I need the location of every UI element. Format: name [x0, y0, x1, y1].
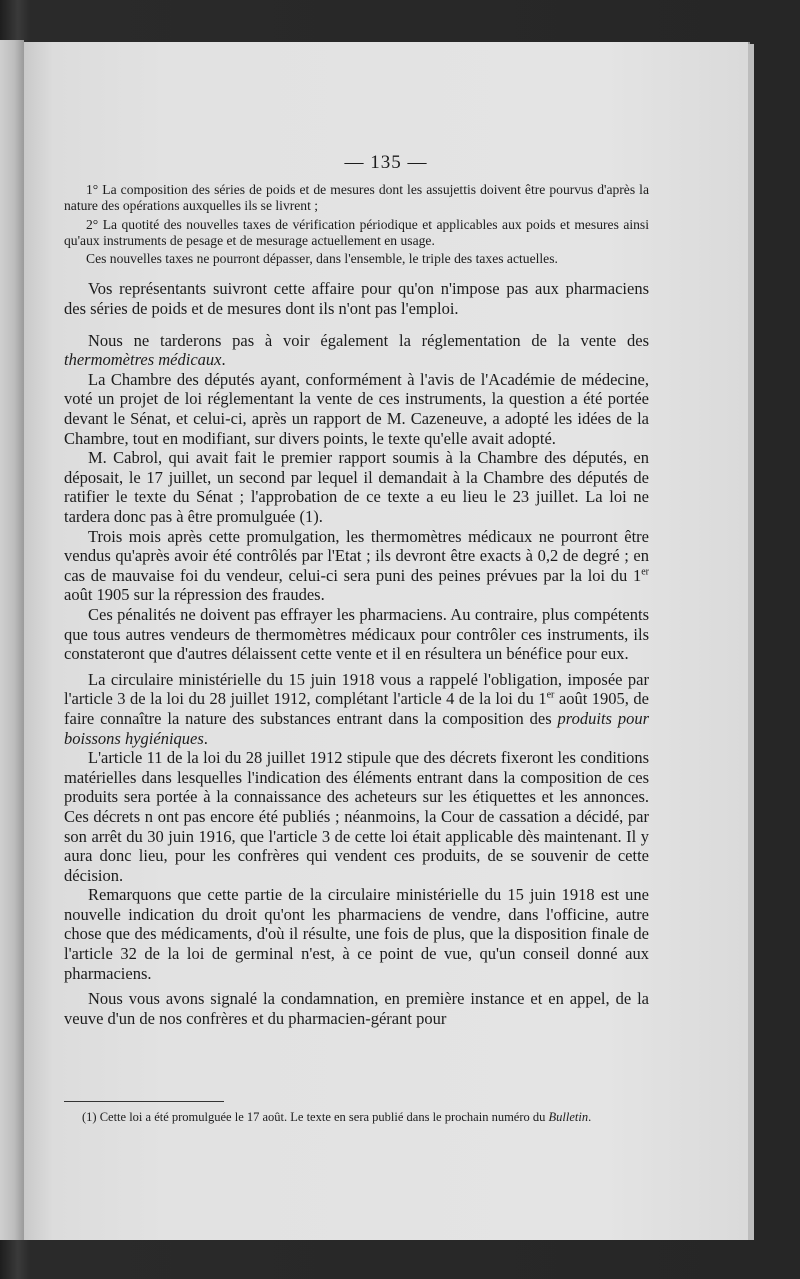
page-right-edge — [748, 44, 754, 1240]
paragraph-article-11: L'article 11 de la loi du 28 juillet 1912 stipule que des décrets fixeront les conditions matérielles dans lesquelles l'indication des éléments entrant dans la composition de ces produits sera portée à la connaissance des acheteurs sur les étiquettes et les annonces. Ces décrets n ont pas encore été publiés ; néanmoins, la Cour de cassation a décidé, par son arrêt du 30 juin 1916, que l'article 3 de cette loi était applicable dès maintenant. Il y aura donc lieu, pour les confrères qui vendent ces produits, de se souvenir de cette décision. — [64, 748, 649, 885]
footnote-text: (1) Cette loi a été promulguée le 17 août. Le texte en sera publié dans le prochain numéro du Bulletin. — [82, 1110, 592, 1124]
decree-list — [64, 182, 649, 267]
paragraph-representants: Vos représentants suivront cette affaire pour qu'on n'impose pas aux pharmaciens des séries de poids et de mesures dont ils n'ont pas l'emploi. — [64, 279, 649, 319]
paragraph-remarquons: Remarquons que cette partie de la circulaire ministérielle du 15 juin 1918 est une nouvelle indication du droit qu'ont les pharmaciens de vendre, dans l'officine, autre chose que des médicaments, d'où il résulte, une fois de plus, que la disposition finale de l'article 32 de la loi de germinal n'est, à ce point de vue, qu'un conseil donné aux pharmaciens. — [64, 885, 649, 983]
decree-item-3: Ces nouvelles taxes ne pourront dépasser, dans l'ensemble, le triple des taxes actuelles. — [86, 251, 558, 267]
paragraph-trois-mois: Trois mois après cette promulgation, les thermomètres médicaux ne pourront être vendus qu'après avoir été contrôlés par l'Etat ; ils devront être exacts à 0,2 de degré ; en cas de mauvaise foi du vendeur, celui-ci sera puni des peines prévues par la loi du 1er août 1905 sur la répression des fraudes. — [64, 526, 649, 605]
paragraph-condamnation: Nous vous avons signalé la condamnation, en première instance et en appel, de la veuve d'un de nos confrères et du pharmacien-gérant pour — [64, 989, 649, 1028]
book-page — [24, 42, 748, 1240]
footnote — [64, 1110, 649, 1125]
book-binding-edge — [0, 40, 24, 1240]
paragraph-circulaire: La circulaire ministérielle du 15 juin 1918 vous a rappelé l'obligation, imposée par l'article 3 de la loi du 28 juillet 1912, complétant l'article 4 de la loi du 1er août 1905, de faire connaître la nature des substances entrant dans la composition des produits pour boissons hygiéniques. — [64, 669, 649, 748]
paragraph-penalites: Ces pénalités ne doivent pas effrayer les pharmaciens. Au contraire, plus compétents que tous autres vendeurs de thermomètres médicaux pour contrôler ces instruments, ils constateront que d'autres délaissent cette vente et il en résultera un bénéfice pour eux. — [64, 604, 649, 664]
footnote-divider — [64, 1101, 224, 1102]
page-number: — 135 — — [344, 152, 428, 173]
page-body — [64, 182, 649, 1028]
main-text — [64, 279, 649, 1028]
decree-item-2: 2° La quotité des nouvelles taxes de vérification périodique et applicables aux poids et mesures ainsi qu'aux instruments de pesage et de mesurage actuellement en usage. — [64, 216, 649, 248]
paragraph-chambre: La Chambre des députés ayant, conformément à l'avis de l'Académie de médecine, voté un projet de loi réglementant la vente de ces instruments, la question a été portée devant le Sénat, et celui-ci, après un rapport de M. Cazeneuve, a adopté les idées de la Chambre, tout en modifiant, sur divers points, le texte qu'elle avait adopté. — [64, 369, 649, 448]
paragraph-cabrol: M. Cabrol, qui avait fait le premier rapport soumis à la Chambre des députés, en déposait, le 17 juillet, un second par lequel il demandait à la Chambre des députés de ratifier le texte du Sénat ; l'approbation de ce texte a eu lieu le 23 juillet. La loi ne tardera donc pas à être promulguée (1). — [64, 448, 649, 527]
decree-item-1: 1° La composition des séries de poids et de mesures dont les assujettis doivent être pourvus d'après la nature des opérations auxquelles ils se livrent ; — [64, 182, 649, 214]
paragraph-thermometres: Nous ne tarderons pas à voir également la réglementation de la vente des thermomètres médicaux. — [64, 330, 649, 370]
